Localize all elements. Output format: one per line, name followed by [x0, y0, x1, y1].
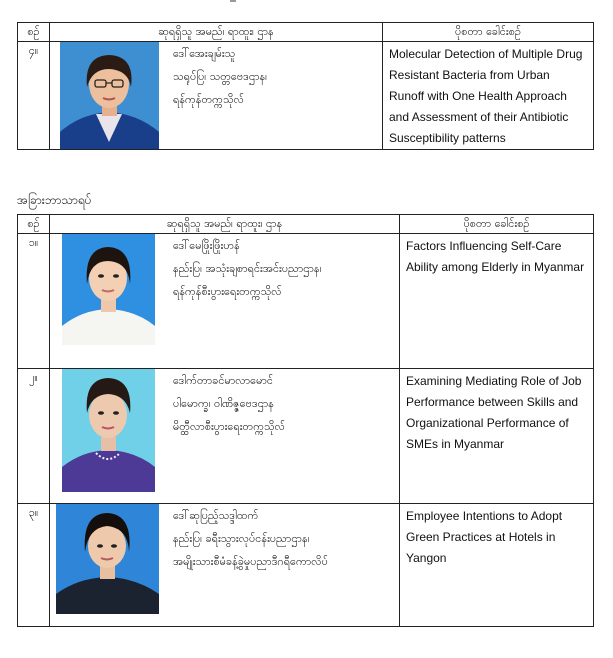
portrait-photo — [60, 42, 159, 149]
person-info — [173, 369, 285, 438]
person-department: မိတ္ထီလာစီးပွားရေးတက္ကသိုလ် — [173, 420, 285, 433]
table-row — [18, 234, 594, 369]
person-position: နည်းပြ၊ အသုံးချစာရင်းအင်းပညာဌာန၊ — [173, 262, 322, 275]
poster-title: Molecular Detection of Multiple Drug Resistant Bacteria from Urban Runoff with One Health Approach and Assessment of their Antibiotic Susceptibility patterns — [383, 42, 594, 150]
person-cell — [50, 42, 383, 150]
portrait-photo — [62, 234, 155, 345]
header-poster-title: ပိုစတာ ခေါင်းစဉ် — [400, 215, 594, 234]
person-name: ဒေါက်တာခင်မာလာမောင် — [173, 374, 273, 387]
header-person: ဆုရရှိသူ အမည်၊ ရာထူး၊ ဌာန — [50, 215, 400, 234]
person-department: ရန်ကုန်စီးပွားရေးတက္ကသိုလ် — [173, 285, 282, 298]
header-poster-title: ပိုစတာ ခေါင်းစဉ် — [383, 23, 594, 42]
person-name: ဒေါ်အေးချမ်းသူ — [173, 47, 236, 60]
row-number: ၁။ — [18, 234, 50, 369]
table-row — [18, 369, 594, 504]
person-name: ဒေါ်ဆုပြည့်သဒ္ဒါထက် — [173, 509, 259, 522]
person-position: နည်းပြ၊ ခရီးသွားလုပ်ငန်းပညာဌာန၊ — [173, 532, 310, 545]
person-department: ရန်ကုန်တက္ကသိုလ် — [173, 93, 244, 106]
row-number: ၂။ — [18, 369, 50, 504]
person-name: ဒေါ်မေဖြိုးဖြိုးဟန် — [173, 239, 240, 252]
person-info — [173, 504, 328, 573]
person-position: သရုပ်ပြ၊ သတ္တဗေဒဌာန၊ — [173, 70, 267, 83]
previous-page-remnant — [230, 0, 236, 2]
table-header-row — [18, 23, 594, 42]
header-person: ဆုရရှိသူ အမည်၊ ရာထူး၊ ဌာန — [50, 23, 383, 42]
poster-title: Examining Mediating Role of Job Performance between Skills and Organizational Performance of SMEs in Myanmar — [400, 369, 594, 504]
section-heading: အခြားဘာသာရပ် — [17, 193, 92, 207]
poster-title: Factors Influencing Self-Care Ability among Elderly in Myanmar — [400, 234, 594, 369]
row-number: ၃။ — [18, 504, 50, 627]
table-header-row — [18, 215, 594, 234]
row-number: ၄။ — [18, 42, 50, 150]
person-department: အမျိုးသားစီမံခန့်ခွဲမှုပညာဒီဂရီကောလိပ် — [173, 555, 328, 568]
table-row — [18, 504, 594, 627]
poster-title: Employee Intentions to Adopt Green Practices at Hotels in Yangon — [400, 504, 594, 627]
portrait-photo — [56, 504, 159, 614]
person-position: ပါမောက္ခ၊ ဝါဏိဇ္ဇဗေဒဌာန — [173, 397, 274, 410]
awards-table — [17, 214, 594, 627]
header-no: စဉ် — [18, 215, 50, 234]
person-info — [173, 234, 321, 303]
person-info — [173, 42, 267, 111]
header-no: စဉ် — [18, 23, 50, 42]
table-row — [18, 42, 594, 150]
person-cell — [50, 504, 400, 627]
person-cell — [50, 234, 400, 369]
portrait-photo — [62, 369, 155, 492]
awards-table-continued — [17, 22, 594, 150]
person-cell — [50, 369, 400, 504]
